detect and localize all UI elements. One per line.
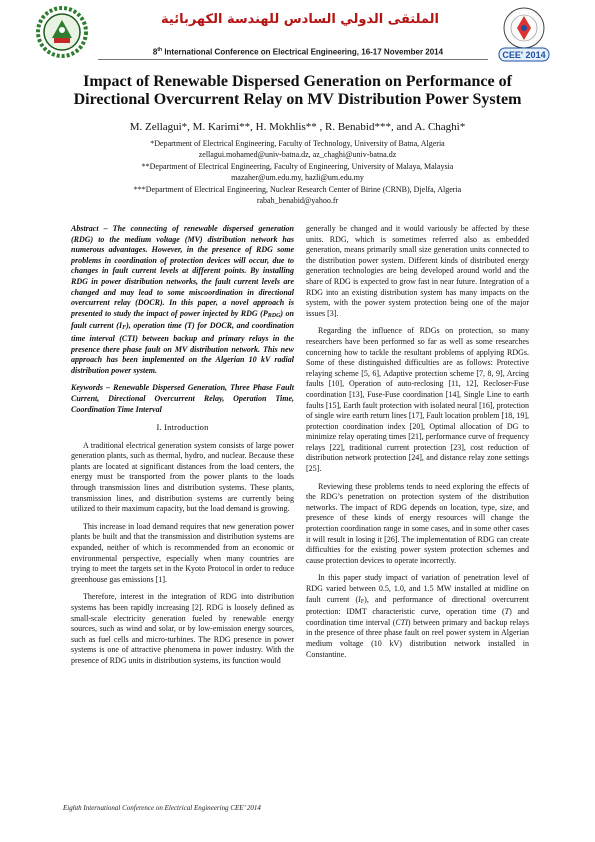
left-column: [71, 224, 294, 674]
header-rule: [98, 59, 488, 60]
logo-badge-text: CEE' 2014: [502, 50, 546, 60]
conference-header: [0, 0, 595, 66]
affiliation-2: **Department of Electrical Engineering, Faculty of Engineering, University of Malaya, Malaysia: [141, 162, 454, 171]
affiliation-2-email: mazaher@um.edu.my, hazli@um.edu.my: [231, 173, 364, 182]
author-list: M. Zellagui*, M. Karimi**, H. Mokhlis** , R. Benabid***, and A. Chaghi*: [129, 121, 466, 133]
affiliation-1: *Department of Electrical Engineering, Faculty of Technology, University of Batna, Algeria: [150, 139, 445, 148]
affiliation-1-email: zellagui.mohamed@univ-batna.dz, az_chaghi@univ-batna.dz: [198, 150, 397, 159]
intro-paragraph-3: Therefore, interest in the integration of RDG into distribution systems has been rapidly increasing [2]. RDG is loosely defined as small-scale electricity generation fueled by renewable energy sources, such as wind and solar, or by low-emission energy sources, such as fuel cells and micro-turbines. The RDG presence in power systems is one of attractive phenomena in power industry. With the presence of RDG units in distribution systems, its function would: [71, 592, 294, 665]
arabic-conference-title: الملتقى الدولي السادس للهندسة الكهربائية: [161, 12, 439, 27]
university-crest-icon: [36, 4, 88, 60]
page-footer: Eighth International Conference on Electrical Engineering CEE’ 2014: [63, 804, 261, 812]
affiliation-3: ***Department of Electrical Engineering, Nuclear Research Center of Birine (CRNB), Djelfa, Algeria: [133, 185, 462, 194]
right-column: [306, 224, 529, 667]
intro-paragraph-5: Regarding the influence of RDGs on protection, so many researchers have been performed so far as well as some researches concerning how to tackle the resultant problems of applying RDGs. Some of these distinguished difficulties are as follows: Protective relaying scheme [5, 6], Adaptive protection scheme [7, 8, 9], Arcing faults [10], Operation of auto-reclosing [11, 12], Recloser-Fuse coordination [13], Fuse-Fuse coordination [14], Single Line to earth faults [15], Earth fault protection with isolated neural [16], protection of single wire earth return lines [17], Fault location problem [18, 19], protection coordination index [20], Optimal allocation of DG to minimize relay operating times [21], performance curve of frequency relays [22], traditional current protection [23], cost reduction of distribution network protection [24], and distance relay zone settings [25].: [306, 326, 529, 474]
intro-paragraph-7: In this paper study impact of variation of penetration level of RDG varied between 0.5, 1.0, and 1.5 MW installed at midline on fault current $(I_F)$, and performance of directional overcurrent protection: IDMT characteristic curve, operation time (T) and coordination time interval (CTI) between primary and backup relays in the presence of three phase fault on reel power system in Algerian medium voltage (10 kV) distribution network installed in Constantine.: [306, 573, 530, 659]
intro-paragraph-4: generally be changed and it would variously be affected by these units. RDG, which is sometimes referred also as embedded generation, means primarily small size generation units connected to the distribution power system. Different kinds of distributed energy generation technologies are being developed around world and the share of RDG is expected to grow fast in near future. Integration of a RDG into an existing distribution system has many impacts on the system, with the power system protection being one of the major issues [3].: [306, 224, 529, 318]
intro-paragraph-2: This increase in load demand requires that new generation power plants be built and that the transmission and distribution systems are expanded, neither of which is recommended from an economic or environmental perspective, especially when many countries are trying to meet the targets set in the Kyoto Protocol in order to reduce greenhouse gas emissions [1].: [71, 521, 294, 584]
intro-paragraph-6: Reviewing these problems tends to need exploring the effects of the RDG’s penetration on protection system of the distribution networks. The impact of RDG depends on location, type, size, and presence of these kinds of energy resources will change the protection coordination range in some cases, and in some other cases it will result in losing it [26]. The implementation of RDG can create difficulties for the existing power system protection schemes and cause protection devices to operate incorrectly.: [306, 481, 529, 565]
keywords: Keywords – Renewable Dispersed Generation, Three Phase Fault Current, Directional Overcurrent Relay, Operation Time, Coordination Time Interval: [71, 383, 294, 414]
affiliation-3-email: rabah_benabid@yahoo.fr: [256, 196, 339, 205]
cee-2014-logo-icon: [489, 6, 559, 64]
abstract: Abstract – The connecting of renewable dispersed generation (RDG) to the medium voltage (MV) distribution network has numerous advantages. However, in the presence of RDG some problems in coordination of protection devices will occur, due to changes in fault current levels at different points. By installing RDG in power distribution networks, the fault current levels are changed and may lead to some miscoordination in directional overcurrent relay (DOCR). In this paper, a novel approach is presented to study the impact of power injected by RDG $(P_{RDG})$ on fault current $(I_F)$, operation time (T) for DOCR, and coordination time interval (CTI) between backup and primary relays in the presence there phase fault on MV distribution network. This new approach has been implemented on the Algerian 10 kV radial distribution power system.: [71, 224, 294, 375]
intro-paragraph-1: A traditional electrical generation system consists of large power generation plants, such as thermal, hydro, and nuclear. Because these plants are located at significant distances from the load centers, the energy must be transported from the power plants to the loads through transmission lines and distribution systems. These plants, transmission lines, and distribution systems are currently being utilized to their maximum capacity, but the load demand is growing.: [71, 440, 294, 514]
conference-line: 8th International Conference on Electrical Engineering, 16-17 November 2014: [152, 47, 444, 57]
section-heading: I. Introduction: [156, 422, 209, 433]
paper-title: Impact of Renewable Dispersed Generation on Performance of Directional Overcurrent Relay on MV Distribution Power System: [73, 73, 522, 108]
